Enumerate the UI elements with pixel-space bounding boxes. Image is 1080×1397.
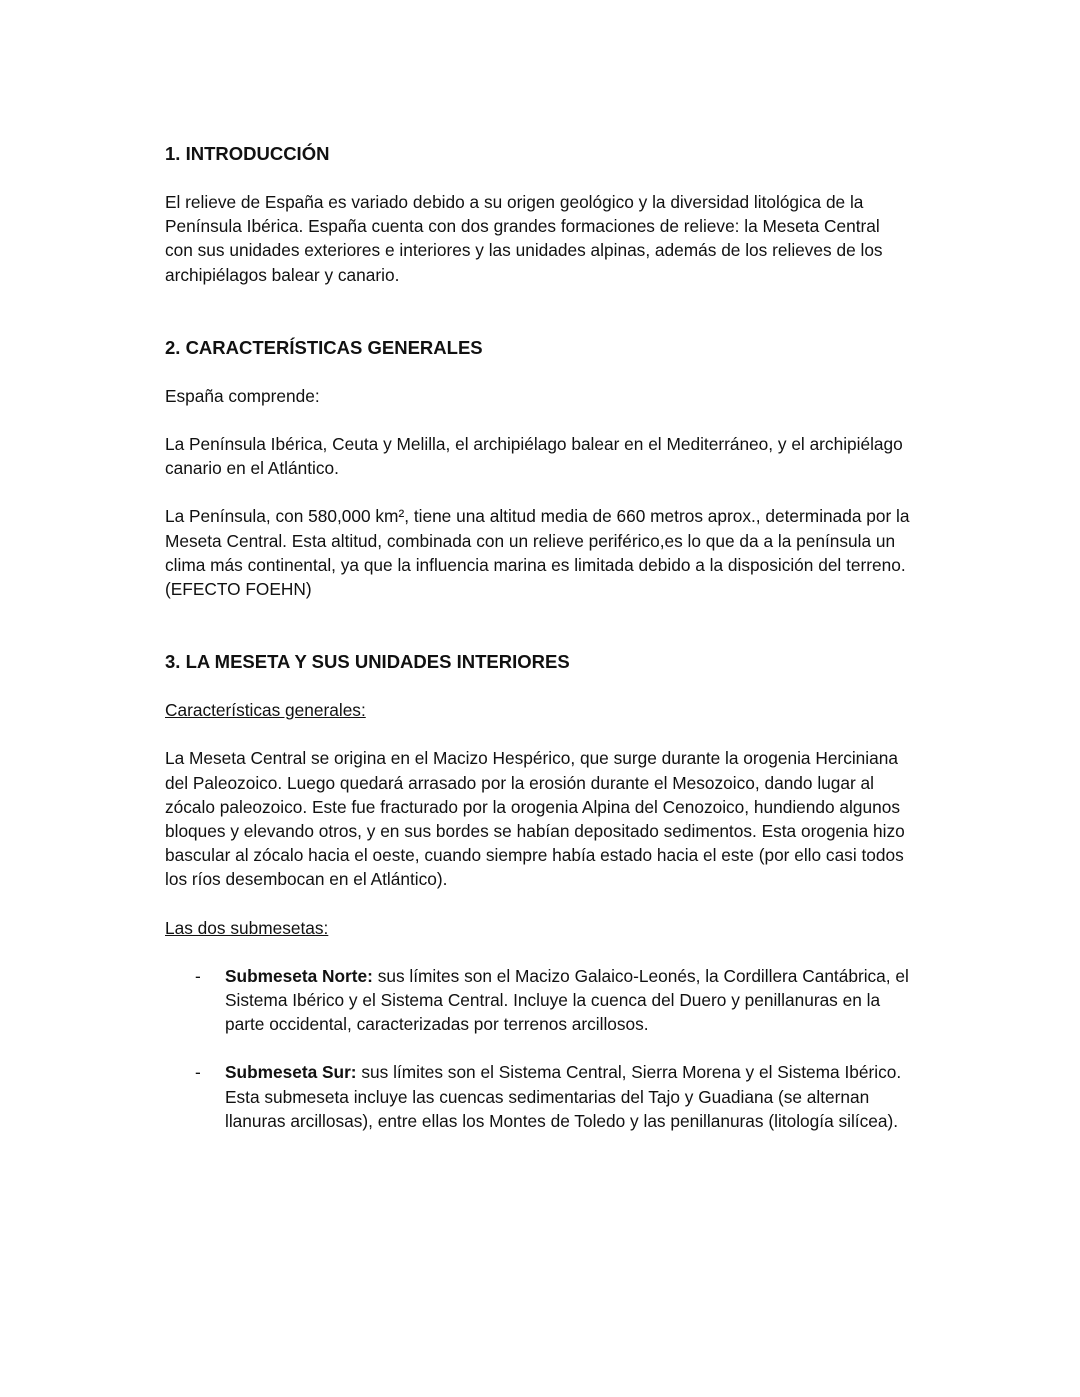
list-item-text: sus límites son el Sistema Central, Sierra Morena y el Sistema Ibérico. Esta submeseta incluye las cuencas sedimentarias del Tajo y Guadiana (se alternan llanuras arcillosas), entre ellas los Montes de Toledo y las penillanuras (litología silícea). [225,1062,902,1131]
list-item-title: Submeseta Norte: [225,965,373,986]
list-item-submeseta-norte [165,964,910,1037]
subheading-submesetas: Las dos submesetas: [165,917,329,938]
section-heading-meseta: 3. LA MESETA Y SUS UNIDADES INTERIORES [165,651,570,673]
list-dash: - [195,965,201,986]
section-heading-introduccion: 1. INTRODUCCIÓN [165,143,330,164]
general-paragraph-3: La Península, con 580,000 km², tiene una altitud media de 660 metros aprox., determinada por la Meseta Central. Esta altitud, combinada con un relieve periférico,es lo que da a la península un clima más continental, ya que la influencia marina es limitada debido a la disposición del terreno. (EFECTO FOEHN) [165,506,910,600]
general-paragraph-2: La Península Ibérica, Ceuta y Melilla, el archipiélago balear en el Mediterráneo, y el archipiélago canario en el Atlántico. [165,434,903,479]
submesetas-list [165,964,910,1133]
list-item-text: sus límites son el Macizo Galaico-Leonés, la Cordillera Cantábrica, el Sistema Ibérico y el Sistema Central. Incluye la cuenca del Duero y penillanuras en la parte occidental, caracterizadas por terrenos arcillosos. [225,965,909,1035]
section-heading-caracteristicas: 2. CARACTERÍSTICAS GENERALES [165,336,483,358]
intro-paragraph: El relieve de España es variado debido a su origen geológico y la diversidad litológica de la Península Ibérica. España cuenta con dos grandes formaciones de relieve: la Meseta Central con sus unidades exteriores e interiores y las unidades alpinas, además de los relieves de los archipiélagos balear y canario. [165,192,883,285]
general-paragraph-1: España comprende: [165,385,320,406]
meseta-paragraph: La Meseta Central se origina en el Macizo Hespérico, que surge durante la orogenia Herciniana del Paleozoico. Luego quedará arrasado por la erosión durante el Mesozoico, dando lugar al zócalo paleozoico. Este fue fracturado por la orogenia Alpina del Cenozoico, hundiendo algunos bloques y elevando otros, y en sus bordes se habían depositado sedimentos. Esta orogenia hizo bascular al zócalo hacia el oeste, cuando siempre había estado hacia el este (por ello casi todos los ríos desembocan en el Atlántico). [165,748,905,890]
document-page [165,142,910,1133]
list-item-submeseta-sur [165,1060,910,1133]
subheading-caracteristicas-generales: Características generales: [165,700,366,721]
list-dash: - [195,1062,201,1083]
list-item-title: Submeseta Sur: [225,1062,357,1083]
